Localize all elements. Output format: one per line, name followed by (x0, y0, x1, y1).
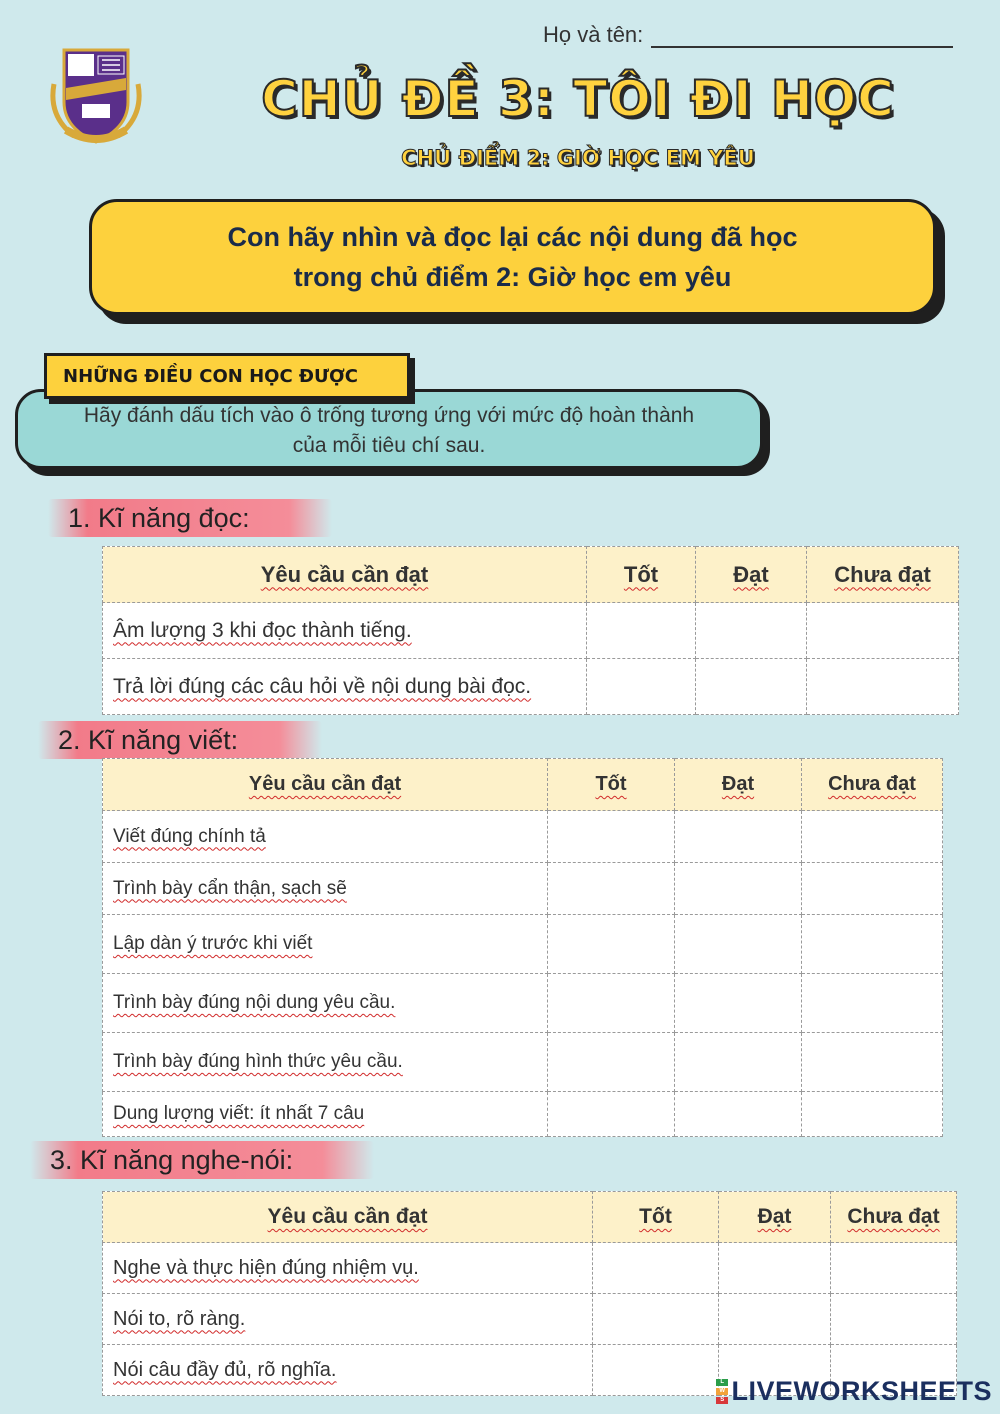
checkbox-good[interactable] (548, 1033, 675, 1092)
checkbox-pass[interactable] (675, 974, 802, 1033)
criterion-cell: Âm lượng 3 khi đọc thành tiếng. (103, 603, 587, 659)
writing-table (102, 758, 943, 1137)
listening-speaking-table (102, 1191, 957, 1396)
table-header-row (103, 547, 959, 603)
col-header-good: Tốt (587, 547, 696, 603)
checkbox-not-yet[interactable] (807, 603, 959, 659)
banner-line-2: trong chủ điểm 2: Giờ học em yêu (293, 262, 732, 292)
checkbox-pass[interactable] (696, 603, 807, 659)
section-heading-writing: 2. Kĩ năng viết: (38, 721, 322, 759)
criterion-cell: Dung lượng viết: ít nhất 7 câu (103, 1092, 548, 1137)
checkbox-pass[interactable] (675, 811, 802, 863)
col-header-not-yet: Chưa đạt (802, 759, 943, 811)
criterion-cell: Nghe và thực hiện đúng nhiệm vụ. (103, 1243, 593, 1294)
checkbox-pass[interactable] (696, 659, 807, 715)
checkbox-good[interactable] (548, 1092, 675, 1137)
checkbox-not-yet[interactable] (831, 1243, 957, 1294)
page-subtitle: CHỦ ĐIỂM 2: GIỜ HỌC EM YÊU (401, 146, 755, 170)
col-header-requirement: Yêu cầu cần đạt (103, 547, 587, 603)
col-header-pass: Đạt (675, 759, 802, 811)
name-input-line[interactable] (651, 22, 953, 48)
criterion-cell: Trình bày đúng nội dung yêu cầu. (103, 974, 548, 1033)
criterion-cell: Trình bày cẩn thận, sạch sẽ (103, 863, 548, 915)
col-header-not-yet: Chưa đạt (807, 547, 959, 603)
reading-table (102, 546, 959, 715)
table-row (103, 863, 943, 915)
section-heading-reading: 1. Kĩ năng đọc: (48, 499, 332, 537)
checkbox-not-yet[interactable] (802, 863, 943, 915)
checkbox-good[interactable] (548, 863, 675, 915)
checkbox-not-yet[interactable] (802, 811, 943, 863)
name-label: Họ và tên: (543, 22, 644, 47)
section-heading-listening-speaking: 3. Kĩ năng nghe-nói: (30, 1141, 374, 1179)
criterion-cell: Trình bày đúng hình thức yêu cầu. (103, 1033, 548, 1092)
checkbox-pass[interactable] (719, 1243, 831, 1294)
instruction-line-1: Hãy đánh dấu tích vào ô trống tương ứng với mức độ hoàn thành (83, 404, 695, 427)
instruction-banner (89, 199, 936, 315)
checkbox-good[interactable] (587, 603, 696, 659)
checkbox-good[interactable] (587, 659, 696, 715)
page-title: CHỦ ĐỀ 3: TÔI ĐI HỌC (261, 70, 895, 128)
checkbox-good[interactable] (593, 1345, 719, 1396)
checkbox-not-yet[interactable] (831, 1294, 957, 1345)
checkbox-pass[interactable] (675, 1033, 802, 1092)
instruction-box (15, 389, 763, 469)
instruction-line-2: của mỗi tiêu chí sau. (292, 434, 486, 457)
banner-line-1: Con hãy nhìn và đọc lại các nội dung đã học (227, 222, 798, 252)
liveworksheets-brand (716, 1376, 992, 1407)
checkbox-not-yet[interactable] (802, 1033, 943, 1092)
checkbox-good[interactable] (548, 974, 675, 1033)
table-row (103, 659, 959, 715)
table-row (103, 1033, 943, 1092)
checkbox-pass[interactable] (719, 1294, 831, 1345)
checkbox-pass[interactable] (675, 915, 802, 974)
criterion-cell: Nói to, rõ ràng. (103, 1294, 593, 1345)
checkbox-good[interactable] (548, 915, 675, 974)
criterion-cell: Lập dàn ý trước khi viết (103, 915, 548, 974)
liveworksheets-icon: L W S (716, 1378, 728, 1405)
table-header-row (103, 759, 943, 811)
checkbox-not-yet[interactable] (802, 974, 943, 1033)
checkbox-good[interactable] (593, 1243, 719, 1294)
checkbox-not-yet[interactable] (807, 659, 959, 715)
checkbox-not-yet[interactable] (802, 1092, 943, 1137)
table-row (103, 974, 943, 1033)
criterion-cell: Nói câu đầy đủ, rõ nghĩa. (103, 1345, 593, 1396)
col-header-requirement: Yêu cầu cần đạt (103, 759, 548, 811)
criterion-cell: Trả lời đúng các câu hỏi về nội dung bài đọc. (103, 659, 587, 715)
checkbox-good[interactable] (593, 1294, 719, 1345)
learned-tag: NHỮNG ĐIỀU CON HỌC ĐƯỢC (44, 353, 410, 399)
criterion-cell: Viết đúng chính tả (103, 811, 548, 863)
brand-text: LIVEWORKSHEETS (731, 1376, 992, 1406)
table-row (103, 811, 943, 863)
table-row (103, 603, 959, 659)
table-row (103, 915, 943, 974)
table-row (103, 1294, 957, 1345)
checkbox-good[interactable] (548, 811, 675, 863)
col-header-not-yet: Chưa đạt (831, 1192, 957, 1243)
col-header-pass: Đạt (719, 1192, 831, 1243)
table-header-row (103, 1192, 957, 1243)
col-header-good: Tốt (593, 1192, 719, 1243)
col-header-good: Tốt (548, 759, 675, 811)
table-row (103, 1092, 943, 1137)
checkbox-not-yet[interactable] (802, 915, 943, 974)
checkbox-pass[interactable] (675, 863, 802, 915)
name-field-row (543, 22, 953, 48)
table-row (103, 1243, 957, 1294)
col-header-requirement: Yêu cầu cần đạt (103, 1192, 593, 1243)
col-header-pass: Đạt (696, 547, 807, 603)
checkbox-pass[interactable] (675, 1092, 802, 1137)
